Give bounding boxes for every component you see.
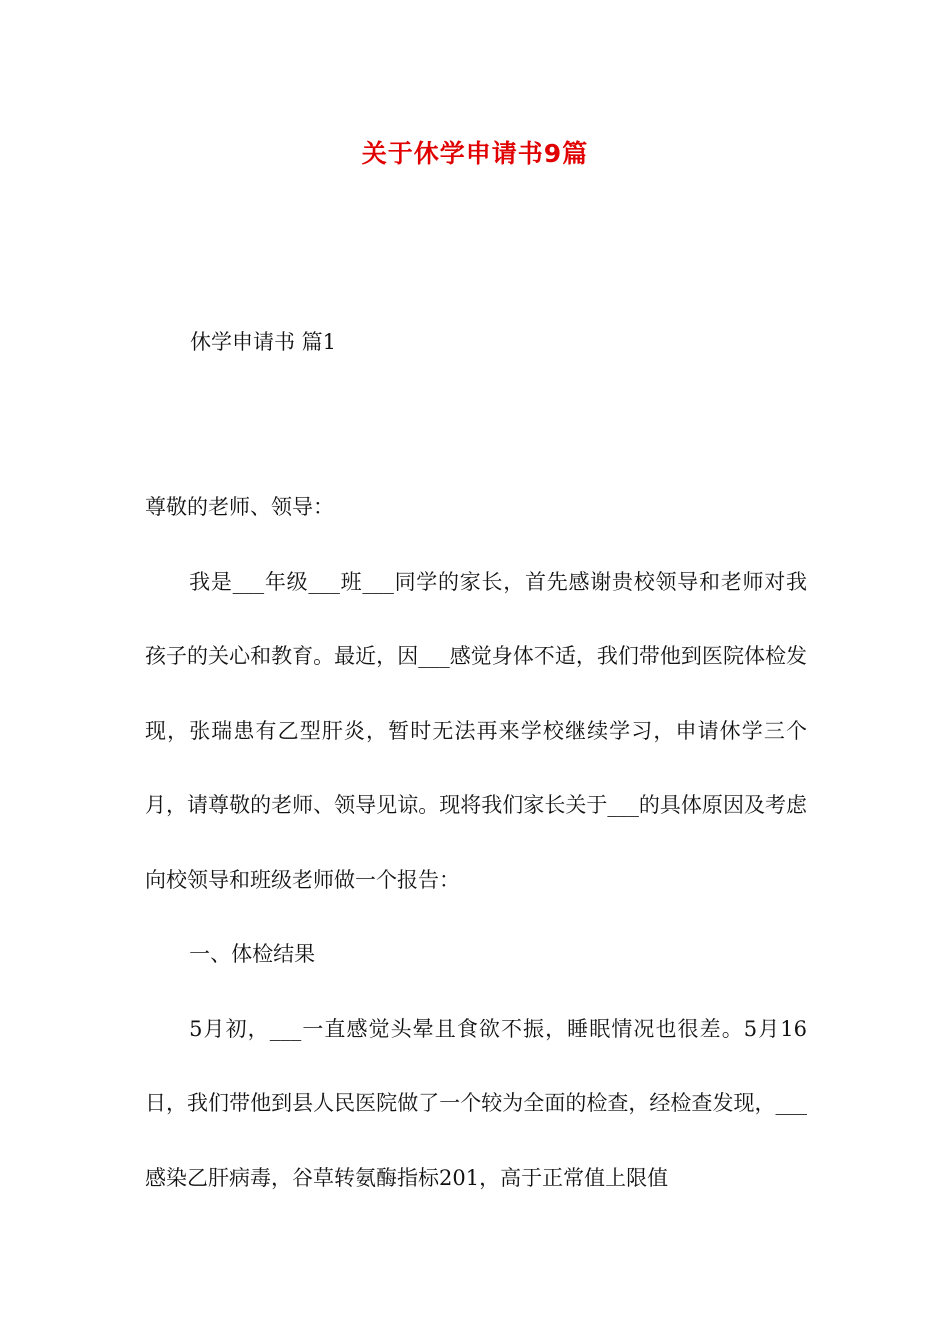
document-title: 关于休学申请书9篇 — [361, 139, 589, 168]
paragraph-exam-details: 5月初，___一直感觉头晕且食欲不振，睡眠情况也很差。5月16日，我们带他到县人民医院做了一个较为全面的检查，经检查发现，___感染乙肝病毒，谷草转氨酶指标201，高于正常值上限值 — [145, 1016, 807, 1190]
section-heading: 休学申请书 篇1 — [190, 330, 337, 354]
document-body — [145, 470, 807, 1215]
paragraph-intro: 我是___年级___班___同学的家长，首先感谢贵校领导和老师对我孩子的关心和教育。最近，因___感觉身体不适，我们带他到医院体检发现，张瑞患有乙型肝炎，暂时无法再来学校继续学习，申请休学三个月，请尊敬的老师、领导见谅。现将我们家长关于___的具体原因及考虑向校领导和班级老师做一个报告： — [145, 569, 807, 892]
salutation: 尊敬的老师、领导： — [145, 495, 334, 519]
subheading-exam-results: 一、体检结果 — [189, 942, 316, 966]
